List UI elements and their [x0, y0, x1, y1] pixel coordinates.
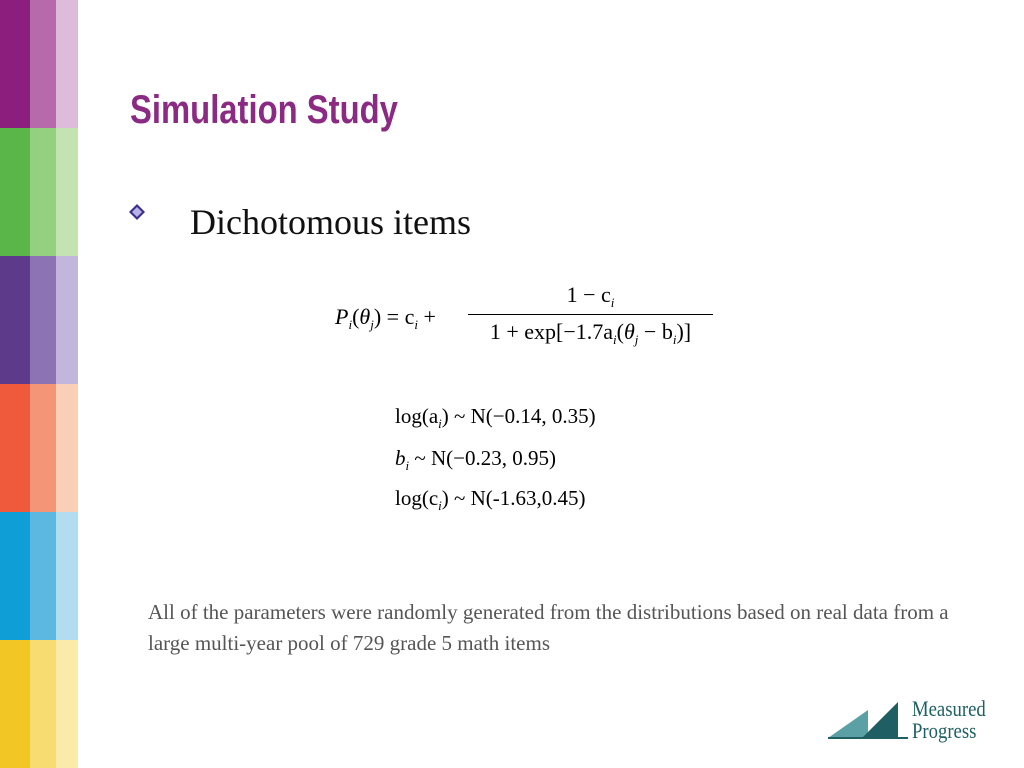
bullet-item: [128, 202, 471, 242]
stripe-segment: [0, 512, 30, 640]
measured-progress-logo: [828, 698, 1008, 746]
logo-text-line2: Progress: [912, 718, 977, 743]
distribution-c: $\log(c_i)$ ~ N(-1.63,0.45): [395, 486, 586, 513]
formula-numerator: $1 - c_i$: [566, 282, 615, 310]
stripe-segment: [30, 0, 56, 128]
formula-lhs: $P_i(\theta_j) = c_i$ +: [335, 304, 436, 332]
stripe-block: [0, 0, 78, 128]
stripe-segment: [30, 256, 56, 384]
stripe-segment: [56, 512, 78, 640]
stripe-block: [0, 640, 78, 768]
stripe-block: [0, 128, 78, 256]
stripe-segment: [0, 256, 30, 384]
formula-fraction: [468, 282, 713, 348]
formula-denominator: $1 + \exp[-1.7a_i(\theta_j - b_i)]$: [489, 319, 692, 347]
diamond-bullet-icon: [128, 203, 146, 221]
stripe-segment: [56, 256, 78, 384]
distribution-b: $b_i$ ~ N(−0.23, 0.95): [395, 446, 556, 473]
stripe-block: [0, 512, 78, 640]
decorative-color-stripes: [0, 0, 78, 768]
bullet-text: Dichotomous items: [190, 202, 471, 242]
fraction-bar: [468, 314, 713, 315]
stripe-block: [0, 256, 78, 384]
stripe-segment: [0, 384, 30, 512]
distribution-a: $\log(a_i)$ ~ N(−0.14, 0.35): [395, 404, 596, 431]
logo-text-line1: Measured: [912, 696, 986, 721]
stripe-segment: [30, 512, 56, 640]
stripe-segment: [30, 640, 56, 768]
stripe-segment: [0, 640, 30, 768]
stripe-segment: [0, 0, 30, 128]
logo-mark-icon: [828, 698, 912, 740]
stripe-segment: [30, 384, 56, 512]
stripe-segment: [56, 0, 78, 128]
stripe-segment: [56, 128, 78, 256]
slide-note: All of the parameters were randomly generated from the distributions based on real data from a large multi-year pool of 729 grade 5 math items: [148, 600, 949, 655]
stripe-block: [0, 384, 78, 512]
stripe-segment: [56, 640, 78, 768]
slide-title: Simulation Study: [130, 88, 398, 132]
stripe-segment: [30, 128, 56, 256]
stripe-segment: [56, 384, 78, 512]
stripe-segment: [0, 128, 30, 256]
